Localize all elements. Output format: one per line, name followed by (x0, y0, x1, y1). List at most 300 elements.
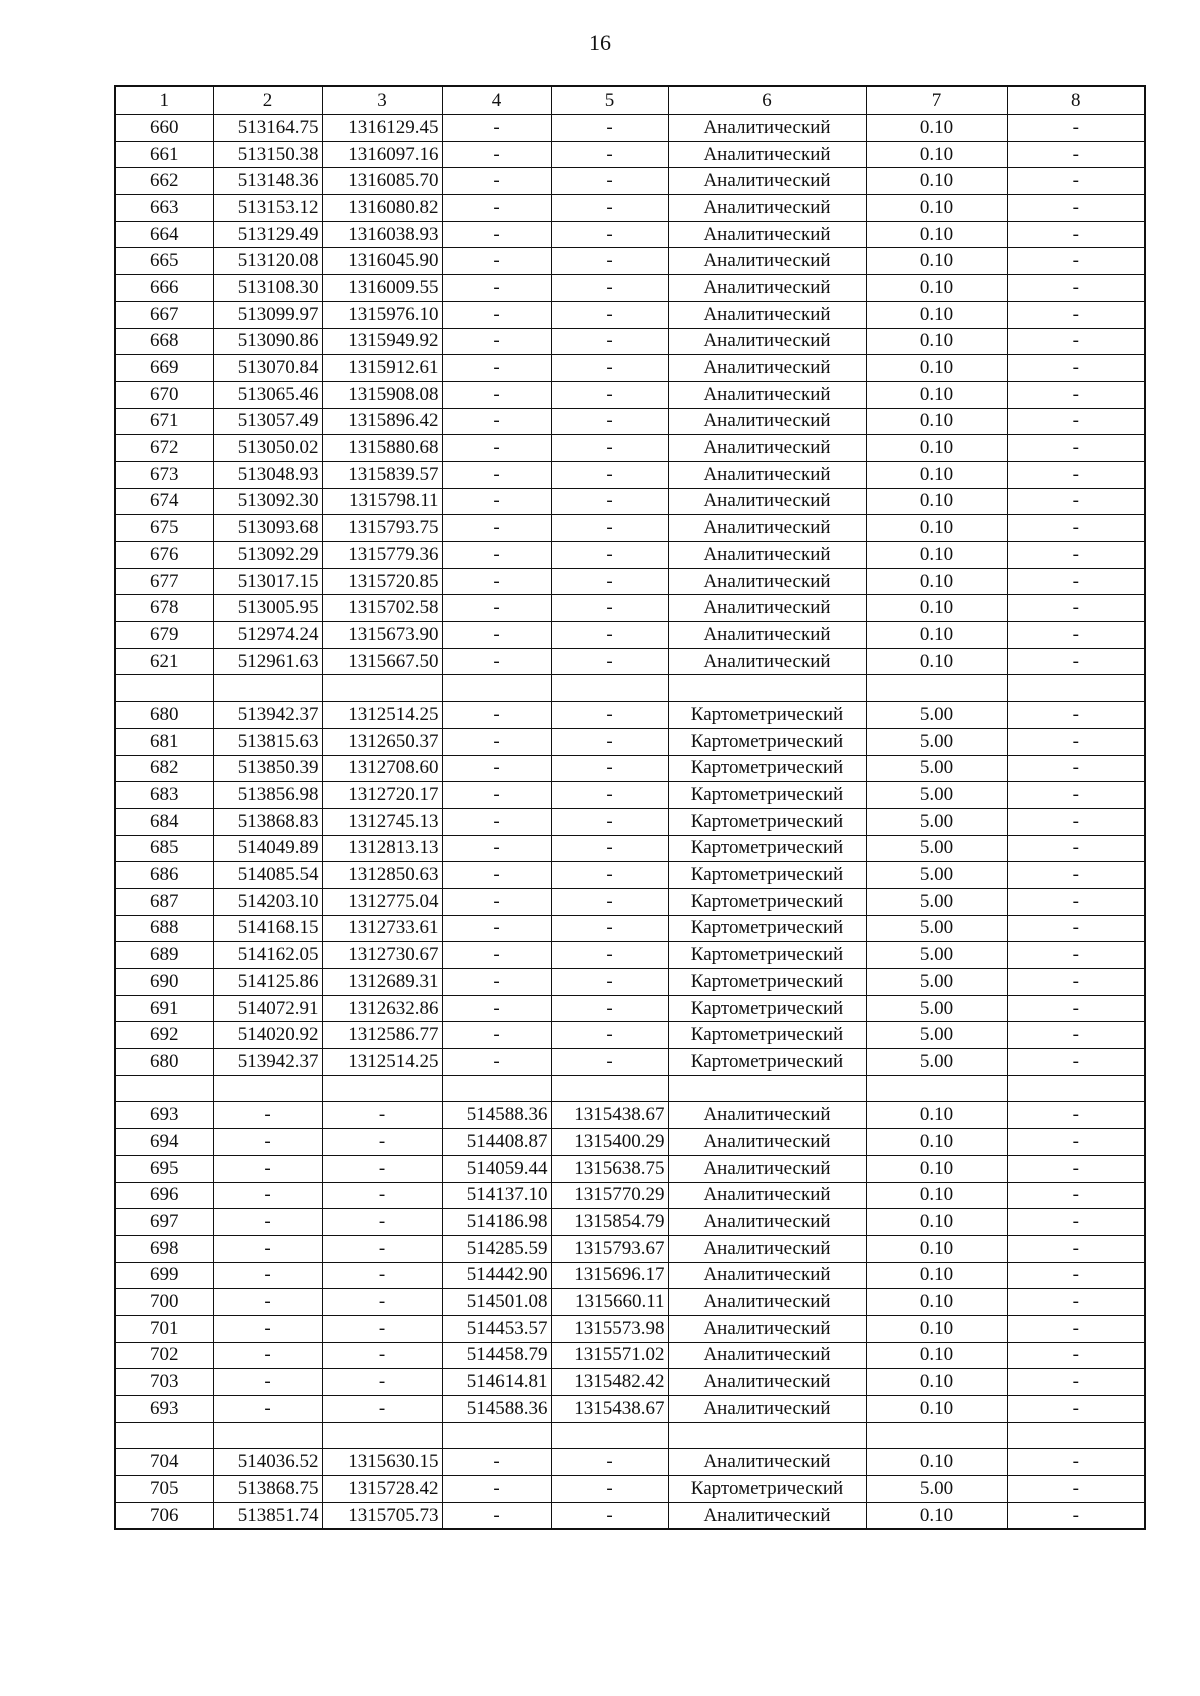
column-header-6: 6 (668, 86, 866, 115)
y-coordinate-cell: 1315673.90 (322, 622, 442, 649)
method-cell: Картометрический (668, 969, 866, 996)
table-row (115, 1235, 1145, 1262)
y-new-cell: - (551, 1502, 668, 1529)
y-new-cell (551, 675, 668, 702)
note-cell: - (1007, 568, 1145, 595)
y-new-cell (551, 1075, 668, 1102)
x-new-cell: - (442, 728, 551, 755)
note-cell: - (1007, 915, 1145, 942)
note-cell: - (1007, 1396, 1145, 1423)
y-coordinate-cell: - (322, 1315, 442, 1342)
table-row (115, 1449, 1145, 1476)
x-new-cell: 514408.87 (442, 1129, 551, 1156)
y-coordinate-cell: 1312720.17 (322, 782, 442, 809)
table-row (115, 435, 1145, 462)
x-coordinate-cell (213, 675, 322, 702)
y-new-cell: - (551, 1022, 668, 1049)
table-row (115, 728, 1145, 755)
accuracy-cell: 0.10 (866, 1289, 1007, 1316)
accuracy-cell: 5.00 (866, 808, 1007, 835)
method-cell: Картометрический (668, 808, 866, 835)
method-cell: Картометрический (668, 862, 866, 889)
accuracy-cell: 0.10 (866, 408, 1007, 435)
x-coordinate-cell: - (213, 1342, 322, 1369)
method-cell: Аналитический (668, 301, 866, 328)
accuracy-cell: 5.00 (866, 1049, 1007, 1076)
method-cell: Аналитический (668, 408, 866, 435)
point-number-cell: 700 (115, 1289, 213, 1316)
point-number-cell (115, 1422, 213, 1449)
y-new-cell: - (551, 728, 668, 755)
x-new-cell: 514186.98 (442, 1209, 551, 1236)
point-number-cell (115, 1075, 213, 1102)
x-coordinate-cell: 514020.92 (213, 1022, 322, 1049)
x-new-cell: - (442, 195, 551, 222)
x-new-cell: - (442, 702, 551, 729)
accuracy-cell: 5.00 (866, 888, 1007, 915)
column-header-2: 2 (213, 86, 322, 115)
y-new-cell: 1315660.11 (551, 1289, 668, 1316)
point-number-cell: 677 (115, 568, 213, 595)
table-row (115, 355, 1145, 382)
y-coordinate-cell: - (322, 1182, 442, 1209)
y-new-cell: - (551, 488, 668, 515)
table-separator-row (115, 1422, 1145, 1449)
accuracy-cell: 0.10 (866, 1369, 1007, 1396)
point-number-cell: 663 (115, 195, 213, 222)
accuracy-cell: 0.10 (866, 1396, 1007, 1423)
table-row (115, 862, 1145, 889)
accuracy-cell: 0.10 (866, 1315, 1007, 1342)
table-row (115, 969, 1145, 996)
y-new-cell: - (551, 702, 668, 729)
note-cell (1007, 1422, 1145, 1449)
y-new-cell (551, 1422, 668, 1449)
table-row (115, 915, 1145, 942)
note-cell: - (1007, 381, 1145, 408)
point-number-cell: 701 (115, 1315, 213, 1342)
note-cell: - (1007, 328, 1145, 355)
point-number-cell: 705 (115, 1476, 213, 1503)
y-new-cell: - (551, 782, 668, 809)
x-coordinate-cell: - (213, 1262, 322, 1289)
y-new-cell: - (551, 221, 668, 248)
note-cell: - (1007, 702, 1145, 729)
y-coordinate-cell: 1312514.25 (322, 1049, 442, 1076)
x-new-cell: - (442, 275, 551, 302)
y-coordinate-cell: 1315912.61 (322, 355, 442, 382)
method-cell: Аналитический (668, 1235, 866, 1262)
note-cell: - (1007, 942, 1145, 969)
x-coordinate-cell: 513129.49 (213, 221, 322, 248)
x-new-cell: 514614.81 (442, 1369, 551, 1396)
y-coordinate-cell: 1315949.92 (322, 328, 442, 355)
table-row (115, 1396, 1145, 1423)
y-coordinate-cell: 1315793.75 (322, 515, 442, 542)
x-coordinate-cell: 513092.29 (213, 542, 322, 569)
note-cell: - (1007, 1369, 1145, 1396)
method-cell: Картометрический (668, 782, 866, 809)
point-number-cell: 706 (115, 1502, 213, 1529)
accuracy-cell: 0.10 (866, 355, 1007, 382)
method-cell: Аналитический (668, 328, 866, 355)
note-cell: - (1007, 1476, 1145, 1503)
page-number: 16 (589, 30, 611, 55)
x-new-cell: 514501.08 (442, 1289, 551, 1316)
x-new-cell: - (442, 515, 551, 542)
y-coordinate-cell: 1312586.77 (322, 1022, 442, 1049)
x-new-cell: - (442, 115, 551, 142)
table-row (115, 168, 1145, 195)
method-cell: Аналитический (668, 1502, 866, 1529)
point-number-cell: 704 (115, 1449, 213, 1476)
note-cell: - (1007, 1209, 1145, 1236)
y-coordinate-cell: 1312514.25 (322, 702, 442, 729)
y-coordinate-cell: 1315720.85 (322, 568, 442, 595)
note-cell: - (1007, 1342, 1145, 1369)
accuracy-cell: 0.10 (866, 115, 1007, 142)
table-row (115, 755, 1145, 782)
x-coordinate-cell: 513164.75 (213, 115, 322, 142)
y-new-cell: - (551, 195, 668, 222)
table-row (115, 1342, 1145, 1369)
method-cell (668, 1422, 866, 1449)
accuracy-cell (866, 1422, 1007, 1449)
point-number-cell: 686 (115, 862, 213, 889)
y-new-cell: 1315482.42 (551, 1369, 668, 1396)
y-coordinate-cell: 1315728.42 (322, 1476, 442, 1503)
x-coordinate-cell: 513815.63 (213, 728, 322, 755)
x-coordinate-cell: 514168.15 (213, 915, 322, 942)
y-new-cell: - (551, 542, 668, 569)
y-coordinate-cell: - (322, 1342, 442, 1369)
note-cell: - (1007, 221, 1145, 248)
method-cell: Аналитический (668, 355, 866, 382)
table-row (115, 328, 1145, 355)
method-cell: Аналитический (668, 1102, 866, 1129)
accuracy-cell: 0.10 (866, 275, 1007, 302)
table-row (115, 115, 1145, 142)
y-new-cell: - (551, 435, 668, 462)
column-header-7: 7 (866, 86, 1007, 115)
x-coordinate-cell (213, 1422, 322, 1449)
y-new-cell: - (551, 1449, 668, 1476)
accuracy-cell: 0.10 (866, 1235, 1007, 1262)
x-coordinate-cell: - (213, 1182, 322, 1209)
note-cell: - (1007, 168, 1145, 195)
x-coordinate-cell: 513150.38 (213, 141, 322, 168)
y-new-cell: - (551, 915, 668, 942)
x-new-cell: - (442, 942, 551, 969)
accuracy-cell: 0.10 (866, 1502, 1007, 1529)
point-number-cell: 692 (115, 1022, 213, 1049)
x-coordinate-cell: 512974.24 (213, 622, 322, 649)
table-row (115, 942, 1145, 969)
x-new-cell: - (442, 141, 551, 168)
accuracy-cell: 0.10 (866, 488, 1007, 515)
method-cell: Аналитический (668, 435, 866, 462)
method-cell: Аналитический (668, 168, 866, 195)
y-coordinate-cell: 1315705.73 (322, 1502, 442, 1529)
x-new-cell: - (442, 808, 551, 835)
method-cell: Аналитический (668, 1155, 866, 1182)
table-row (115, 1049, 1145, 1076)
accuracy-cell: 0.10 (866, 1129, 1007, 1156)
method-cell: Аналитический (668, 595, 866, 622)
table-row (115, 275, 1145, 302)
x-new-cell: - (442, 408, 551, 435)
x-coordinate-cell: 513148.36 (213, 168, 322, 195)
column-header-4: 4 (442, 86, 551, 115)
y-coordinate-cell: - (322, 1209, 442, 1236)
y-new-cell: - (551, 461, 668, 488)
table-row (115, 1129, 1145, 1156)
table-row (115, 408, 1145, 435)
point-number-cell: 661 (115, 141, 213, 168)
x-new-cell (442, 675, 551, 702)
y-new-cell: - (551, 355, 668, 382)
x-new-cell: - (442, 648, 551, 675)
y-coordinate-cell: 1312775.04 (322, 888, 442, 915)
accuracy-cell: 5.00 (866, 995, 1007, 1022)
table-row (115, 622, 1145, 649)
y-coordinate-cell: 1312632.86 (322, 995, 442, 1022)
table-row (115, 542, 1145, 569)
accuracy-cell: 5.00 (866, 969, 1007, 996)
x-coordinate-cell: 514036.52 (213, 1449, 322, 1476)
y-new-cell: - (551, 301, 668, 328)
accuracy-cell: 0.10 (866, 221, 1007, 248)
table-row (115, 488, 1145, 515)
note-cell: - (1007, 808, 1145, 835)
x-coordinate-cell: 513057.49 (213, 408, 322, 435)
y-coordinate-cell: 1315896.42 (322, 408, 442, 435)
x-coordinate-cell: 513153.12 (213, 195, 322, 222)
accuracy-cell: 0.10 (866, 622, 1007, 649)
note-cell: - (1007, 1262, 1145, 1289)
x-coordinate-cell: 513070.84 (213, 355, 322, 382)
method-cell: Картометрический (668, 1022, 866, 1049)
y-coordinate-cell: 1312689.31 (322, 969, 442, 996)
y-coordinate-cell: 1315798.11 (322, 488, 442, 515)
method-cell: Аналитический (668, 648, 866, 675)
note-cell: - (1007, 195, 1145, 222)
y-new-cell: 1315438.67 (551, 1102, 668, 1129)
x-coordinate-cell: 513868.75 (213, 1476, 322, 1503)
point-number-cell: 697 (115, 1209, 213, 1236)
accuracy-cell: 5.00 (866, 728, 1007, 755)
x-new-cell: - (442, 835, 551, 862)
table-row (115, 808, 1145, 835)
method-cell: Аналитический (668, 1262, 866, 1289)
x-new-cell: - (442, 328, 551, 355)
note-cell: - (1007, 1289, 1145, 1316)
column-header-5: 5 (551, 86, 668, 115)
table-row (115, 1315, 1145, 1342)
point-number-cell: 702 (115, 1342, 213, 1369)
note-cell: - (1007, 408, 1145, 435)
note-cell: - (1007, 488, 1145, 515)
y-coordinate-cell (322, 675, 442, 702)
accuracy-cell: 0.10 (866, 461, 1007, 488)
x-coordinate-cell (213, 1075, 322, 1102)
note-cell: - (1007, 515, 1145, 542)
column-header-1: 1 (115, 86, 213, 115)
y-coordinate-cell: 1312850.63 (322, 862, 442, 889)
y-coordinate-cell: 1315779.36 (322, 542, 442, 569)
x-coordinate-cell: 514085.54 (213, 862, 322, 889)
point-number-cell: 689 (115, 942, 213, 969)
x-new-cell: - (442, 915, 551, 942)
note-cell: - (1007, 969, 1145, 996)
note-cell: - (1007, 542, 1145, 569)
x-coordinate-cell: - (213, 1209, 322, 1236)
x-coordinate-cell: 513050.02 (213, 435, 322, 462)
y-new-cell: 1315573.98 (551, 1315, 668, 1342)
x-new-cell (442, 1422, 551, 1449)
table-row (115, 648, 1145, 675)
method-cell: Картометрический (668, 755, 866, 782)
x-coordinate-cell: 513005.95 (213, 595, 322, 622)
x-coordinate-cell: 513065.46 (213, 381, 322, 408)
y-coordinate-cell: 1315908.08 (322, 381, 442, 408)
table-row (115, 1102, 1145, 1129)
y-new-cell: - (551, 1476, 668, 1503)
x-new-cell: - (442, 1476, 551, 1503)
x-coordinate-cell: - (213, 1129, 322, 1156)
y-coordinate-cell: 1316080.82 (322, 195, 442, 222)
method-cell: Аналитический (668, 381, 866, 408)
table-row (115, 515, 1145, 542)
method-cell: Аналитический (668, 1396, 866, 1423)
point-number-cell: 662 (115, 168, 213, 195)
accuracy-cell: 0.10 (866, 648, 1007, 675)
x-new-cell: - (442, 461, 551, 488)
y-new-cell: - (551, 808, 668, 835)
table-row (115, 221, 1145, 248)
y-coordinate-cell: 1312745.13 (322, 808, 442, 835)
method-cell: Аналитический (668, 542, 866, 569)
table-row (115, 1476, 1145, 1503)
y-new-cell: - (551, 862, 668, 889)
y-new-cell: - (551, 888, 668, 915)
accuracy-cell: 0.10 (866, 1155, 1007, 1182)
table-separator-row (115, 675, 1145, 702)
y-coordinate-cell: 1315667.50 (322, 648, 442, 675)
y-coordinate-cell: - (322, 1155, 442, 1182)
note-cell: - (1007, 115, 1145, 142)
note-cell: - (1007, 728, 1145, 755)
point-number-cell: 680 (115, 702, 213, 729)
accuracy-cell: 5.00 (866, 1022, 1007, 1049)
note-cell: - (1007, 888, 1145, 915)
y-new-cell: - (551, 381, 668, 408)
y-new-cell: - (551, 141, 668, 168)
note-cell: - (1007, 1449, 1145, 1476)
x-coordinate-cell: 514162.05 (213, 942, 322, 969)
table-row (115, 1289, 1145, 1316)
note-cell: - (1007, 461, 1145, 488)
accuracy-cell: 0.10 (866, 1182, 1007, 1209)
point-number-cell: 698 (115, 1235, 213, 1262)
x-new-cell: - (442, 622, 551, 649)
x-coordinate-cell: - (213, 1155, 322, 1182)
method-cell (668, 1075, 866, 1102)
y-new-cell: 1315854.79 (551, 1209, 668, 1236)
table-row (115, 782, 1145, 809)
table-row (115, 1182, 1145, 1209)
point-number-cell: 665 (115, 248, 213, 275)
table-row (115, 888, 1145, 915)
point-number-cell: 672 (115, 435, 213, 462)
note-cell: - (1007, 648, 1145, 675)
coordinates-table (114, 85, 1146, 1530)
x-coordinate-cell: - (213, 1102, 322, 1129)
y-new-cell: - (551, 168, 668, 195)
note-cell: - (1007, 595, 1145, 622)
accuracy-cell: 0.10 (866, 542, 1007, 569)
note-cell: - (1007, 622, 1145, 649)
x-new-cell: 514059.44 (442, 1155, 551, 1182)
x-new-cell: 514588.36 (442, 1396, 551, 1423)
accuracy-cell: 0.10 (866, 195, 1007, 222)
accuracy-cell: 0.10 (866, 248, 1007, 275)
point-number-cell: 696 (115, 1182, 213, 1209)
table-row (115, 1369, 1145, 1396)
y-new-cell: 1315696.17 (551, 1262, 668, 1289)
note-cell: - (1007, 1049, 1145, 1076)
x-coordinate-cell: 513017.15 (213, 568, 322, 595)
y-coordinate-cell: 1312733.61 (322, 915, 442, 942)
y-new-cell: - (551, 115, 668, 142)
y-new-cell: - (551, 515, 668, 542)
accuracy-cell: 0.10 (866, 1449, 1007, 1476)
point-number-cell: 687 (115, 888, 213, 915)
point-number-cell: 688 (115, 915, 213, 942)
accuracy-cell: 5.00 (866, 862, 1007, 889)
table-row (115, 1022, 1145, 1049)
table-row (115, 702, 1145, 729)
y-new-cell: - (551, 969, 668, 996)
x-coordinate-cell: 513851.74 (213, 1502, 322, 1529)
x-new-cell: - (442, 969, 551, 996)
y-new-cell: - (551, 408, 668, 435)
note-cell (1007, 675, 1145, 702)
accuracy-cell: 0.10 (866, 568, 1007, 595)
x-coordinate-cell: 512961.63 (213, 648, 322, 675)
x-coordinate-cell: 513868.83 (213, 808, 322, 835)
column-header-3: 3 (322, 86, 442, 115)
accuracy-cell: 5.00 (866, 782, 1007, 809)
point-number-cell: 685 (115, 835, 213, 862)
y-coordinate-cell: 1316009.55 (322, 275, 442, 302)
x-coordinate-cell: 513092.30 (213, 488, 322, 515)
method-cell: Картометрический (668, 995, 866, 1022)
method-cell: Аналитический (668, 1449, 866, 1476)
x-new-cell: - (442, 568, 551, 595)
x-new-cell: - (442, 1449, 551, 1476)
y-coordinate-cell: - (322, 1289, 442, 1316)
y-coordinate-cell: 1315839.57 (322, 461, 442, 488)
note-cell: - (1007, 1235, 1145, 1262)
note-cell: - (1007, 301, 1145, 328)
x-coordinate-cell: 514049.89 (213, 835, 322, 862)
x-coordinate-cell: 514125.86 (213, 969, 322, 996)
note-cell: - (1007, 141, 1145, 168)
accuracy-cell (866, 1075, 1007, 1102)
point-number-cell: 693 (115, 1396, 213, 1423)
x-coordinate-cell: 513856.98 (213, 782, 322, 809)
